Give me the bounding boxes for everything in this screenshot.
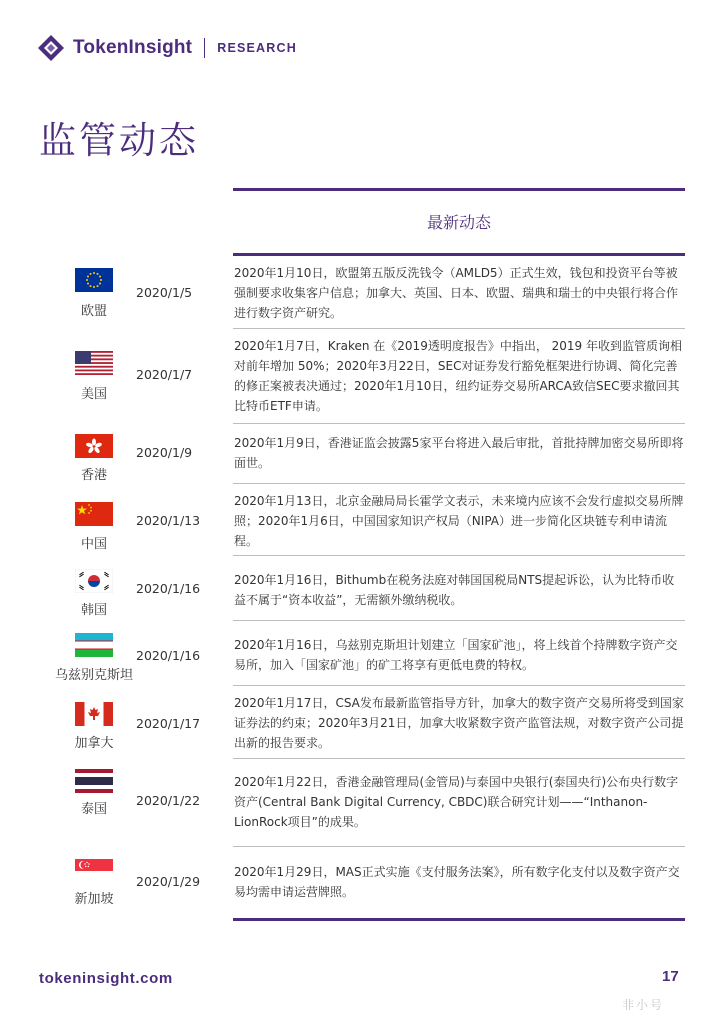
date-cell: 2020/1/7: [136, 367, 193, 382]
region-name: 香港: [80, 468, 107, 483]
table-row: [0, 329, 719, 424]
date-cell: 2020/1/17: [136, 716, 201, 731]
page-number: 17: [662, 968, 679, 985]
news-cell: 2020年1月29日，MAS正式实施《支付服务法案》，所有数字化支付以及数字资产交易均需申请运营牌照。: [234, 865, 680, 899]
table-row: [0, 759, 719, 847]
date-cell: 2020/1/16: [136, 648, 201, 663]
eu-flag-icon: [75, 268, 113, 292]
date-cell: 2020/1/29: [136, 874, 201, 889]
news-cell: 2020年1月16日，Bithumb在税务法庭对韩国国税局NTS提起诉讼，认为比特币收益不属于“资本收益”，无需额外缴纳税收。: [234, 573, 675, 607]
uz-flag-icon: [75, 633, 113, 657]
news-cell: 2020年1月17日，CSA发布最新监管指导方针，加拿大的数字资产交易所将受到国家证券法的约束；2020年3月21日，加拿大收紧数字资产监管法规，对数字资产公司提出新的报告要求。: [234, 696, 684, 750]
date-cell: 2020/1/13: [136, 513, 201, 528]
tokeninsight-logo-icon: [37, 34, 65, 62]
region-name: 中国: [80, 537, 107, 552]
region-name: 泰国: [80, 802, 107, 817]
corner-watermark: 非小号: [622, 998, 665, 1012]
sg-flag-icon: [75, 859, 113, 883]
table-row: [0, 847, 719, 918]
table-bottom-rule: [233, 918, 685, 921]
table-row: [0, 686, 719, 759]
news-cell: 2020年1月10日，欧盟第五版反洗钱令（AMLD5）正式生效，钱包和投资平台等被强制要求收集客户信息；加拿大、英国、日本、欧盟、瑞典和瑞士的中央银行将合作进行数字资产研究。: [234, 266, 679, 320]
news-cell: 2020年1月13日，北京金融局局长霍学文表示，未来境内应该不会发行虚拟交易所牌照；2020年1月6日，中国国家知识产权局（NIPA）进一步简化区块链专利申请流程。: [234, 494, 684, 548]
hk-flag-icon: [75, 434, 113, 458]
news-cell: 2020年1月7日，Kraken 在《2019透明度报告》中指出， 2019 年收到监管质询相对前年增加 50%；2020年3月22日，SEC对证券发行豁免框架进行协调、简化完善的修正案被表决通过；2020年1月10日，纽约证券交易所ARCA致信SEC要求撤回其比特币ETF申请。: [234, 339, 682, 413]
ca-flag-icon: [75, 702, 113, 726]
table-top-rule: [233, 188, 685, 191]
region-name: 韩国: [80, 603, 107, 618]
region-name: 新加坡: [74, 892, 114, 907]
date-cell: 2020/1/5: [136, 285, 193, 300]
cn-flag-icon: [75, 502, 113, 526]
footer-url: tokeninsight.com: [39, 970, 173, 987]
region-name: 美国: [80, 387, 107, 402]
table-row: [0, 556, 719, 621]
th-flag-icon: [75, 769, 113, 793]
news-cell: 2020年1月9日，香港证监会披露5家平台将进入最后审批，首批持牌加密交易所即将面世。: [234, 436, 684, 470]
table-column-header: 最新动态: [426, 213, 491, 232]
region-name: 乌兹别克斯坦: [54, 668, 133, 683]
table-row: [0, 256, 719, 329]
header-divider: [204, 38, 205, 58]
news-cell: 2020年1月22日，香港金融管理局(金管局)与泰国中央银行(泰国央行)公布央行数字资产(Central Bank Digital Currency, CBDC)联合研究计划——“Inthanon-LionRock项目”的成果。: [234, 775, 679, 829]
news-cell: 2020年1月16日，乌兹别克斯坦计划建立「国家矿池」，将上线首个持牌数字资产交易所，加入「国家矿池」的矿工将享有更低电费的特权。: [234, 638, 678, 672]
table-row: [0, 424, 719, 484]
brand-name: TokenInsight: [73, 37, 193, 58]
header: [37, 34, 297, 62]
us-flag-icon: [75, 351, 113, 375]
table-row: [0, 621, 719, 686]
date-cell: 2020/1/9: [136, 445, 193, 460]
region-name: 加拿大: [74, 736, 114, 751]
table-row: [0, 484, 719, 556]
kr-flag-icon: [75, 569, 113, 593]
date-cell: 2020/1/16: [136, 581, 201, 596]
page-title: 监管动态: [39, 119, 199, 162]
date-cell: 2020/1/22: [136, 793, 201, 808]
section-label: RESEARCH: [217, 41, 297, 55]
region-name: 欧盟: [80, 304, 107, 319]
